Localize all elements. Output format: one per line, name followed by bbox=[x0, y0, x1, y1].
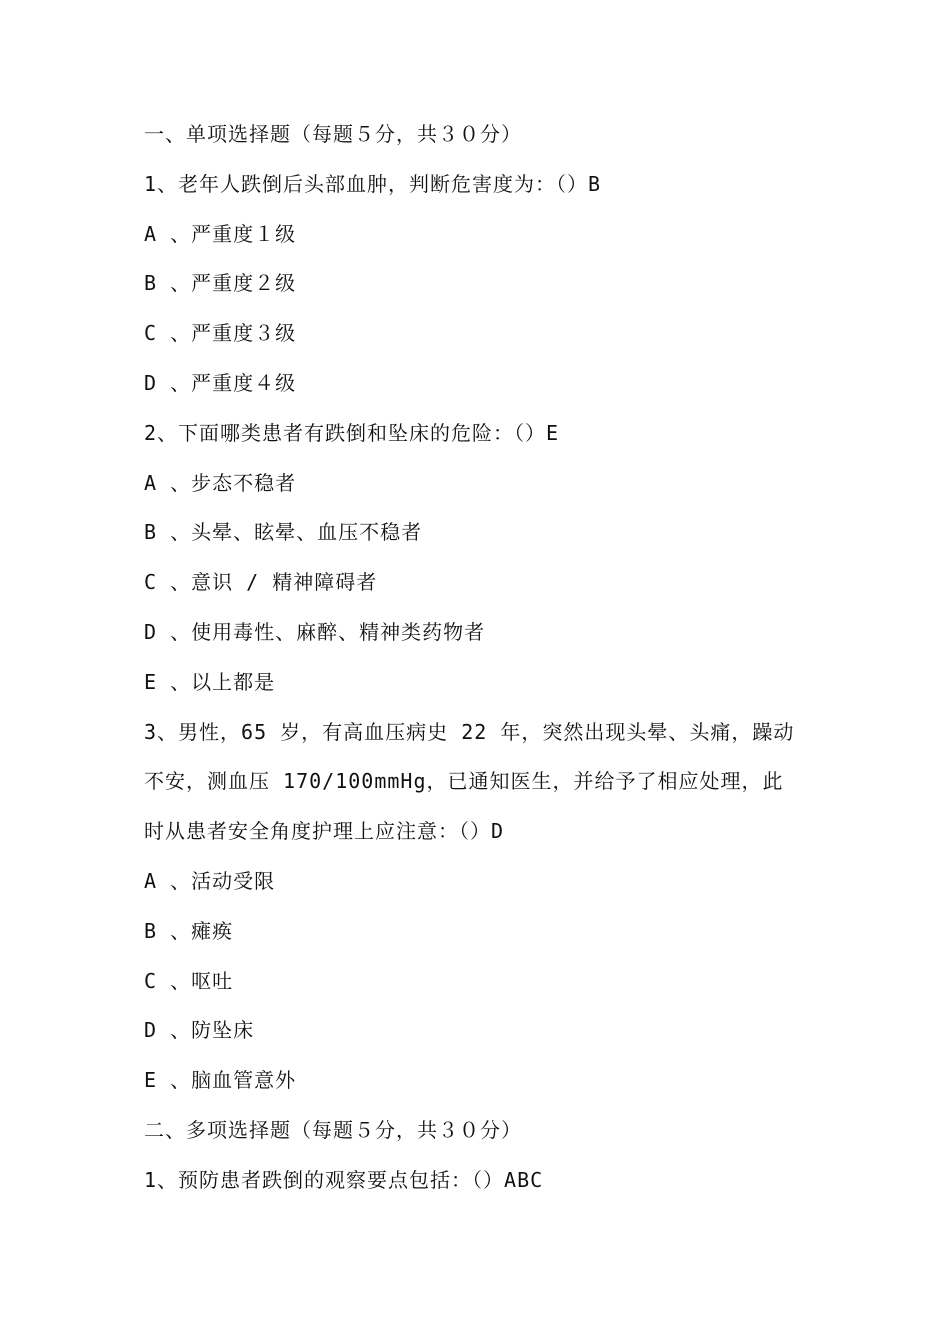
question-2-option-c: C 、意识 / 精神障碍者 bbox=[144, 570, 378, 595]
question-3-stem-line-2: 不安，测血压 170/100mmHg，已通知医生，并给予了相应处理，此 bbox=[144, 769, 784, 794]
document-page bbox=[144, 110, 814, 1206]
question-3-stem-line-1: 3、男性，65 岁，有高血压病史 22 年，突然出现头晕、头痛，躁动 bbox=[144, 719, 795, 744]
question-3-stem-line-3: 时从患者安全角度护理上应注意：（）D bbox=[144, 819, 505, 844]
section-heading-multiple-choice: 二、多项选择题（每题５分，共３０分） bbox=[144, 1117, 522, 1142]
question-1-option-a: A 、严重度１级 bbox=[144, 221, 297, 246]
question-1-option-b: B 、严重度２级 bbox=[144, 271, 297, 296]
question-1-option-c: C 、严重度３级 bbox=[144, 321, 297, 346]
question-2-option-d: D 、使用毒性、麻醉、精神类药物者 bbox=[144, 619, 486, 644]
multi-question-1-stem: 1、预防患者跌倒的观察要点包括：（）ABC bbox=[144, 1167, 544, 1192]
question-3-option-d: D 、防坠床 bbox=[144, 1018, 255, 1043]
question-3-option-c: C 、呕吐 bbox=[144, 968, 234, 993]
question-1-option-d: D 、严重度４级 bbox=[144, 370, 297, 395]
question-1-stem: 1、老年人跌倒后头部血肿，判断危害度为：（）B bbox=[144, 171, 602, 196]
question-2-option-e: E 、以上都是 bbox=[144, 669, 276, 694]
question-2-stem: 2、下面哪类患者有跌倒和坠床的危险：（）E bbox=[144, 420, 560, 445]
question-2-option-b: B 、头晕、眩晕、血压不稳者 bbox=[144, 520, 423, 545]
section-heading-single-choice: 一、单项选择题（每题５分，共３０分） bbox=[144, 122, 522, 146]
question-3-option-e: E 、脑血管意外 bbox=[144, 1068, 297, 1093]
question-3-option-a: A 、活动受限 bbox=[144, 868, 276, 893]
question-2-option-a: A 、步态不稳者 bbox=[144, 470, 297, 495]
question-3-option-b: B 、瘫痪 bbox=[144, 918, 234, 943]
